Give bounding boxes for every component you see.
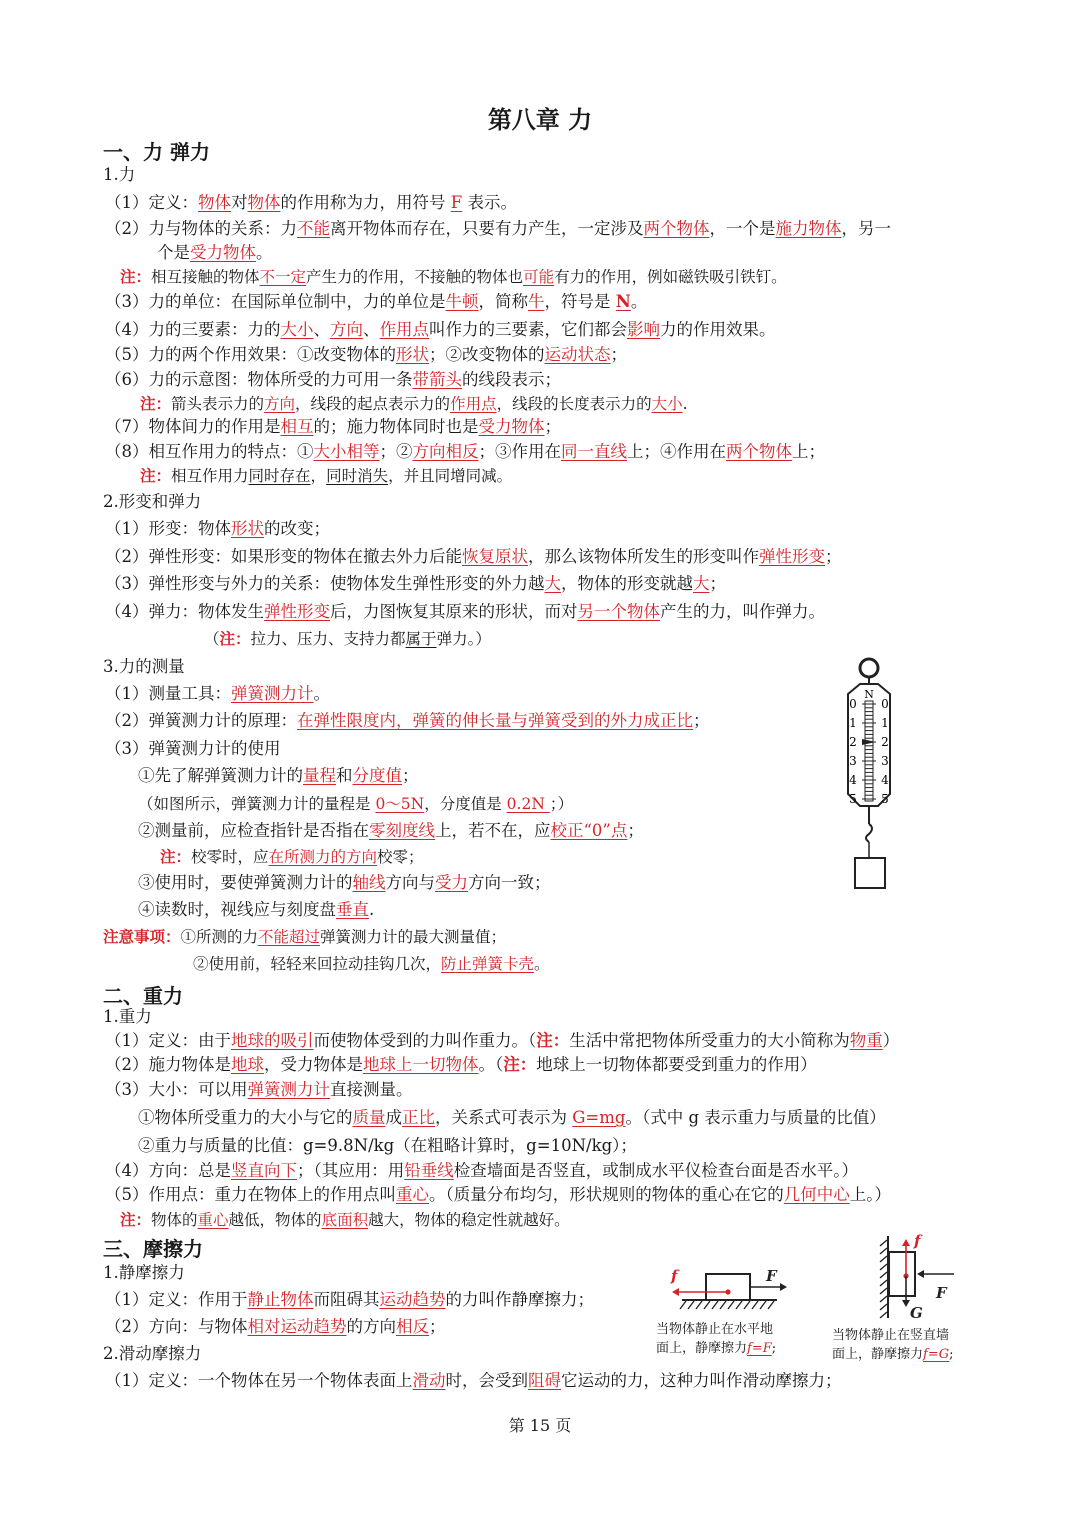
line-mutual: （7）物体间力的作用是相互的；施力物体同时也是受力物体； [105,417,561,436]
line-tool: （1）测量工具：弹簧测力计。 [105,684,330,703]
note-contact: 注：相互接触的物体不一定产生力的作用，不接触的物体也可能有力的作用，例如磁铁吸引铁钉。 [120,267,787,286]
gravity-arrow-icon [902,1300,910,1307]
page-number: 第 15 页 [508,1416,572,1435]
subsection-deformation: 2.形变和弹力 [103,492,202,511]
scale-number-right-2: 2 [881,735,889,749]
section-heading-friction: 三、摩擦力 [103,1237,203,1261]
subsection-gravity: 1.重力 [103,1007,152,1026]
subsection-force: 1.力 [103,165,136,184]
line-external-force: （3）弹性形变与外力的关系：使物体发生弹性形变的外力越大，物体的形变就越大； [105,574,726,593]
line-elastic-deformation: （2）弹性形变：如果形变的物体在撤去外力后能恢复原状，那么该物体所发生的形变叫作弹性形变； [105,547,842,566]
subsection-static-friction: 1.静摩擦力 [103,1263,185,1282]
scale-number-right-1: 1 [881,716,889,730]
caption-horizontal-1: 当物体静止在水平地 [656,1322,774,1337]
vertical-friction-figure [876,1232,972,1322]
label-G: G [910,1304,923,1322]
line-gravity-ratio: ②重力与质量的比值：g=9.8N/kg（在粗略计算时，g=10N/kg）； [138,1136,637,1155]
note-cautions: 注意事项：①所测的力不能超过弹簧测力计的最大测量值； [103,927,507,946]
line-reading: ④读数时，视线应与刻度盘垂直. [138,900,375,919]
caption-vertical-1: 当物体静止在竖直墙 [832,1328,950,1343]
label-f: f [671,1267,678,1285]
scale-number-right-0: 0 [881,697,889,711]
line-gravity-direction: （4）方向：总是竖直向下；（其应用：用铅垂线检查墙面是否竖直，或制成水平仪检查台面是否水平。） [105,1161,858,1180]
line-gravity-mass: ①物体所受重力的大小与它的质量成正比，关系式可表示为 G=mg。（式中 g 表示重力与质量的比值） [138,1108,886,1127]
line-gravity-point: （5）作用点：重力在物体上的作用点叫重心。（质量分布均匀，形状规则的物体的重心在它的几何中心上。） [105,1185,891,1204]
line-axis: ③使用时，要使弹簧测力计的轴线方向与受力方向一致； [138,873,551,892]
line-definition: （1）定义：物体对物体的作用称为力，用符号 F 表示。 [105,193,517,212]
note-elastic: （注：拉力、压力、支持力都属于弹力。） [204,629,491,648]
hook-icon [866,824,872,842]
label-F: F [936,1284,947,1302]
note-interaction: 注：相互作用力同时存在，同时消失，并且同增同减。 [140,466,513,485]
caption-horizontal-2: 面上，静摩擦力f=F; [656,1341,777,1356]
weight-block [855,858,885,888]
scale-number-right-3: 3 [881,754,889,768]
block [889,1252,915,1296]
chapter-title: 第八章 力 [487,106,593,134]
line-principle: （2）弹簧测力计的原理：在弹性限度内，弹簧的伸长量与弹簧受到的外力成正比； [105,711,710,730]
line-gravity-size: （3）大小：可以用弹簧测力计直接测量。 [105,1080,413,1099]
line-three-elements: （4）力的三要素：力的大小、方向、作用点叫作力的三要素，它们都会影响力的作用效果。 [105,320,776,339]
line-elastic-force: （4）弹力：物体发生弹性形变后，力图恢复其原来的形状，而对另一个物体产生的力，叫作弹力。 [105,602,825,621]
note-cautions-2: ②使用前，轻轻来回拉动挂钩几次，防止弹簧卡壳。 [193,955,550,973]
block [706,1274,750,1300]
ring-icon [860,659,878,677]
subsection-measurement: 3.力的测量 [103,657,185,676]
line-effects: （5）力的两个作用效果：①改变物体的形状；②改变物体的运动状态； [105,345,627,364]
line-sliding-def: （1）定义：一个物体在另一个物体表面上滑动时，会受到阻碍它运动的力，这种力叫作滑动摩擦力； [105,1371,842,1390]
line-deformation: （1）形变：物体形状的改变； [105,519,330,538]
note-zero: 注：校零时，应在所测力的方向校零； [160,847,424,866]
scale-number-right-4: 4 [881,773,889,787]
note-stability: 注：物体的重心越低，物体的底面积越大，物体的稳定性就越好。 [120,1210,570,1229]
scale-number-left-5: 5 [849,792,857,806]
line-range: ①先了解弹簧测力计的量程和分度值； [138,766,419,785]
line-zero: ②测量前，应检查指针是否指在零刻度线上，若不在，应校正“0”点； [138,821,644,840]
scale-number-left-0: 0 [849,697,857,711]
line-example: （如图所示，弹簧测力计的量程是 0～5N，分度值是 0.2N ；） [138,795,574,813]
label-f: f [914,1232,921,1250]
friction-arrow-icon [672,1288,679,1296]
line-relation: （2）力与物体的关系：力不能离开物体而存在，只要有力产生，一定涉及两个物体，一个是施力物体，另一 [105,219,891,238]
friction-arrow-icon [902,1239,910,1246]
line-usage: （3）弹簧测力计的使用 [105,739,281,758]
line-gravity-def: （1）定义：由于地球的吸引而使物体受到的力叫作重力。（注：生活中常把物体所受重力的大小简称为物重） [105,1031,900,1050]
note-arrow: 注：箭头表示力的方向，线段的起点表示力的作用点，线段的长度表示力的大小. [140,394,688,413]
line-relation-cont: 个是受力物体。 [157,243,273,262]
line-static-def: （1）定义：作用于静止物体而阻碍其运动趋势的力叫作静摩擦力； [105,1290,594,1309]
horizontal-friction-figure [662,1262,792,1322]
caption-vertical-2: 面上，静摩擦力f=G; [832,1347,954,1362]
subsection-sliding-friction: 2.滑动摩擦力 [103,1344,202,1363]
scale-number-right-5: 5 [881,792,889,806]
scale-number-left-3: 3 [849,754,857,768]
scale-number-left-4: 4 [849,773,857,787]
label-F: F [766,1267,777,1285]
line-interaction: （8）相互作用力的特点：①大小相等；②方向相反；③作用在同一直线上；④作用在两个物体上； [105,442,825,461]
line-diagram: （6）力的示意图：物体所受的力可用一条带箭头的线段表示； [105,370,561,389]
push-arrow-icon [780,1283,787,1291]
section-heading-gravity: 二、重力 [103,984,183,1008]
line-unit: （3）力的单位：在国际单位制中，力的单位是牛顿，简称牛，符号是 N。 [105,292,648,311]
section-heading-elastic: 一、力 弹力 [103,140,210,164]
line-gravity-bodies: （2）施力物体是地球，受力物体是地球上一切物体。（注：地球上一切物体都要受到重力的作用） [105,1055,817,1074]
scale-number-left-1: 1 [849,716,857,730]
scale-unit-label: N [864,688,874,701]
line-static-direction: （2）方向：与物体相对运动趋势的方向相反； [105,1317,446,1336]
spring-scale-figure [836,656,906,896]
scale-number-left-2: 2 [849,735,857,749]
push-arrow-icon [917,1270,924,1278]
